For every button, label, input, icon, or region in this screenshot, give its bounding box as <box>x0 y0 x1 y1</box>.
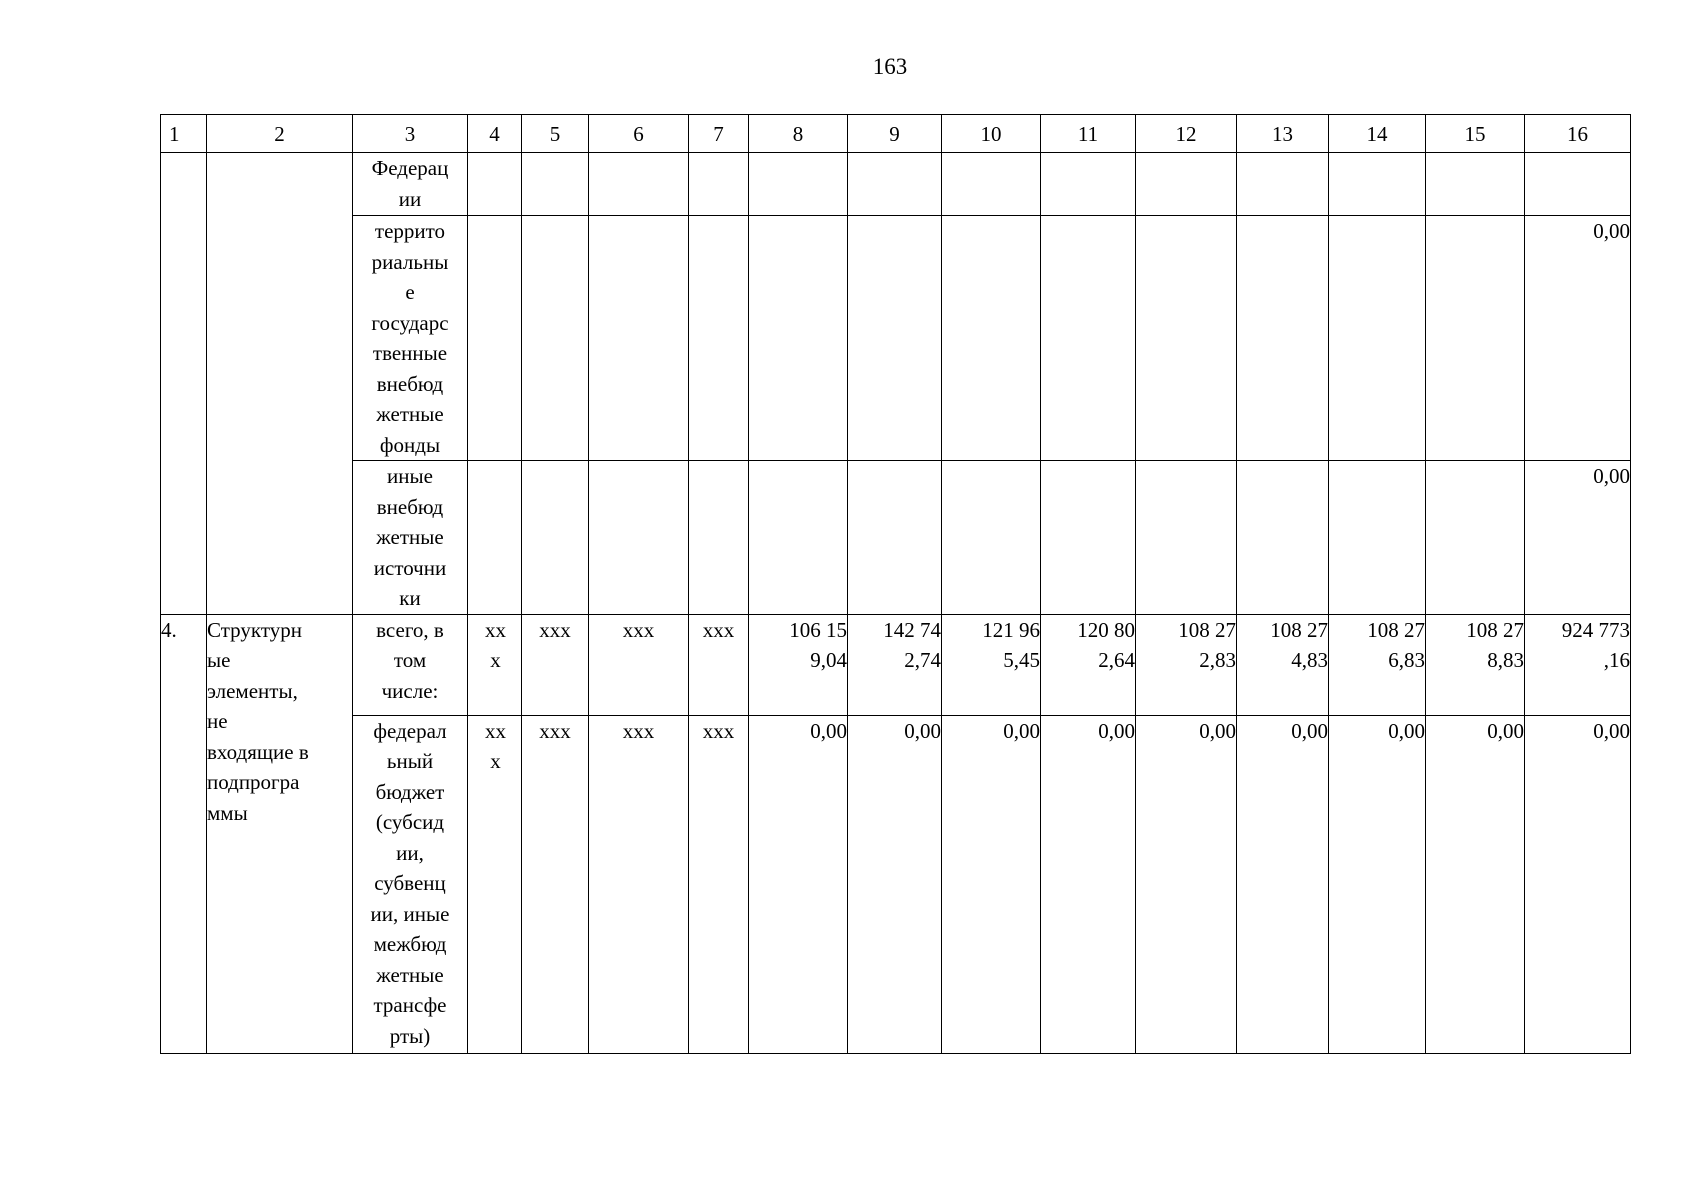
header-cell: 11 <box>1041 115 1136 153</box>
value-cell: 0,00 <box>749 715 848 1053</box>
total-cell: 0,00 <box>1525 216 1631 461</box>
funding-source-cell <box>353 153 468 216</box>
table-row <box>161 153 1631 216</box>
text-line: всего, в <box>376 617 444 642</box>
text-line: источни <box>373 555 447 580</box>
header-cell: 7 <box>689 115 749 153</box>
header-cell: 13 <box>1237 115 1329 153</box>
header-cell: 1 <box>161 115 207 153</box>
header-cell: 6 <box>589 115 689 153</box>
table-cell <box>942 461 1041 615</box>
text-line: Федерац <box>371 156 449 180</box>
table-cell <box>1136 216 1237 461</box>
value-cell: 0,00 <box>1329 715 1426 1053</box>
text-line: ии, иные <box>370 901 450 926</box>
code-cell <box>468 715 522 1053</box>
header-cell: 2 <box>207 115 353 153</box>
table-cell <box>689 461 749 615</box>
table-cell <box>848 216 942 461</box>
row-number-cell: 4. <box>161 614 207 1053</box>
text-line: числе: <box>381 678 439 703</box>
table-cell <box>522 216 589 461</box>
text-line: 120 80 <box>1077 617 1135 642</box>
text-line: террито <box>374 219 446 243</box>
header-cell: 9 <box>848 115 942 153</box>
text-line: рты) <box>389 1023 431 1048</box>
value-cell: 0,00 <box>1237 715 1329 1053</box>
funding-source-cell <box>353 216 468 461</box>
text-line: х <box>490 648 501 672</box>
table-cell <box>848 461 942 615</box>
header-cell: 8 <box>749 115 848 153</box>
table-cell <box>1136 153 1237 216</box>
text-line: 4,83 <box>1291 648 1328 672</box>
text-line: жетные <box>376 402 444 426</box>
header-cell: 15 <box>1426 115 1525 153</box>
text-line: ьный <box>386 749 434 773</box>
value-cell <box>942 614 1041 715</box>
text-line: подпрогра <box>207 770 300 794</box>
item-name-cell <box>207 153 353 615</box>
table-cell <box>468 216 522 461</box>
text-line: твенные <box>372 341 448 365</box>
row-number-cell <box>161 153 207 615</box>
page-number: 163 <box>872 54 908 79</box>
budget-table <box>160 114 1631 1054</box>
text-line: 108 27 <box>1367 617 1425 642</box>
text-line: ммы <box>207 800 248 825</box>
table-cell <box>1237 461 1329 615</box>
text-line: 106 15 <box>789 617 847 642</box>
value-cell: 0,00 <box>1426 715 1525 1053</box>
text-line: иные <box>387 464 433 488</box>
text-line: е <box>405 280 415 304</box>
funding-source-cell <box>353 614 468 715</box>
table-cell <box>522 153 589 216</box>
table-cell <box>1136 461 1237 615</box>
value-cell <box>1136 614 1237 715</box>
code-cell: ххх <box>689 715 749 1053</box>
table-cell <box>468 153 522 216</box>
text-line: ,16 <box>1603 648 1630 672</box>
table-cell <box>468 461 522 615</box>
text-line: 9,04 <box>810 648 847 672</box>
text-line: не <box>207 709 228 733</box>
text-line: фонды <box>379 432 441 457</box>
text-line: 2,74 <box>904 648 941 672</box>
total-cell <box>1525 614 1631 715</box>
text-line: 142 74 <box>883 617 941 642</box>
text-line: межбюд <box>373 932 447 956</box>
table-cell <box>848 153 942 216</box>
value-cell <box>848 614 942 715</box>
text-line: 924 773 <box>1561 617 1630 642</box>
funding-source-cell <box>353 461 468 615</box>
total-cell <box>1525 153 1631 216</box>
value-cell: 0,00 <box>1136 715 1237 1053</box>
value-cell <box>749 614 848 715</box>
text-line: 5,45 <box>1003 648 1040 672</box>
table-cell <box>1237 153 1329 216</box>
text-line: (субсид <box>375 810 445 834</box>
code-cell: ххх <box>689 614 749 715</box>
table-cell <box>942 153 1041 216</box>
table-cell <box>1329 461 1426 615</box>
text-line: ии, <box>396 840 424 865</box>
code-cell: ххх <box>522 715 589 1053</box>
header-row <box>161 115 1631 153</box>
text-line: 2,83 <box>1199 648 1236 672</box>
table-cell <box>1041 461 1136 615</box>
header-cell: 16 <box>1525 115 1631 153</box>
header-cell: 12 <box>1136 115 1237 153</box>
total-cell: 0,00 <box>1525 715 1631 1053</box>
table-cell <box>1426 461 1525 615</box>
table-cell <box>589 216 689 461</box>
header-cell: 3 <box>353 115 468 153</box>
table-cell <box>522 461 589 615</box>
table-cell <box>1237 216 1329 461</box>
text-line: субвенц <box>374 871 446 895</box>
table-cell <box>689 216 749 461</box>
header-cell: 10 <box>942 115 1041 153</box>
text-line: хх <box>485 718 506 743</box>
text-line: 108 27 <box>1466 617 1524 642</box>
value-cell <box>1329 614 1426 715</box>
text-line: входящие в <box>207 739 309 764</box>
text-line: 8,83 <box>1487 648 1524 672</box>
text-line: трансфе <box>373 993 447 1017</box>
value-cell <box>1041 614 1136 715</box>
text-line: 2,64 <box>1098 648 1135 672</box>
text-line: риальны <box>371 249 449 274</box>
table-row <box>161 461 1631 615</box>
header-cell: 5 <box>522 115 589 153</box>
text-line: государс <box>371 310 449 335</box>
value-cell: 0,00 <box>848 715 942 1053</box>
header-cell: 4 <box>468 115 522 153</box>
value-cell: 0,00 <box>1041 715 1136 1053</box>
text-line: 121 96 <box>982 617 1040 642</box>
text-line: ые <box>207 648 231 672</box>
table-row <box>161 216 1631 461</box>
text-line: федерал <box>373 718 447 743</box>
table-cell <box>1426 153 1525 216</box>
text-line: жетные <box>376 525 444 549</box>
text-line: внебюд <box>376 371 444 396</box>
item-name-cell <box>207 614 353 1053</box>
value-cell <box>1237 614 1329 715</box>
table-row <box>161 614 1631 715</box>
code-cell: ххх <box>589 614 689 715</box>
value-cell <box>1426 614 1525 715</box>
text-line: бюджет <box>375 779 445 804</box>
table-cell <box>689 153 749 216</box>
text-line: 108 27 <box>1270 617 1328 642</box>
table-cell <box>749 153 848 216</box>
table-cell <box>1329 153 1426 216</box>
text-line: х <box>490 749 501 773</box>
table-cell <box>589 461 689 615</box>
text-line: 6,83 <box>1388 648 1425 672</box>
funding-source-cell <box>353 715 468 1053</box>
text-line: том <box>393 648 427 672</box>
total-cell: 0,00 <box>1525 461 1631 615</box>
code-cell: ххх <box>522 614 589 715</box>
text-line: ки <box>399 586 421 610</box>
table-cell <box>749 461 848 615</box>
table-cell <box>1329 216 1426 461</box>
table-cell <box>749 216 848 461</box>
value-cell: 0,00 <box>942 715 1041 1053</box>
table-row <box>161 715 1631 1053</box>
text-line: жетные <box>376 962 444 987</box>
header-cell: 14 <box>1329 115 1426 153</box>
table-cell <box>589 153 689 216</box>
table-cell <box>1426 216 1525 461</box>
text-line: элементы, <box>207 678 298 703</box>
code-cell <box>468 614 522 715</box>
text-line: внебюд <box>376 494 444 519</box>
code-cell: ххх <box>589 715 689 1053</box>
table-cell <box>1041 153 1136 216</box>
text-line: Структурн <box>207 617 302 642</box>
table-cell <box>1041 216 1136 461</box>
text-line: хх <box>485 617 506 642</box>
text-line: ии <box>398 186 422 211</box>
table-cell <box>942 216 1041 461</box>
text-line: 108 27 <box>1178 617 1236 642</box>
